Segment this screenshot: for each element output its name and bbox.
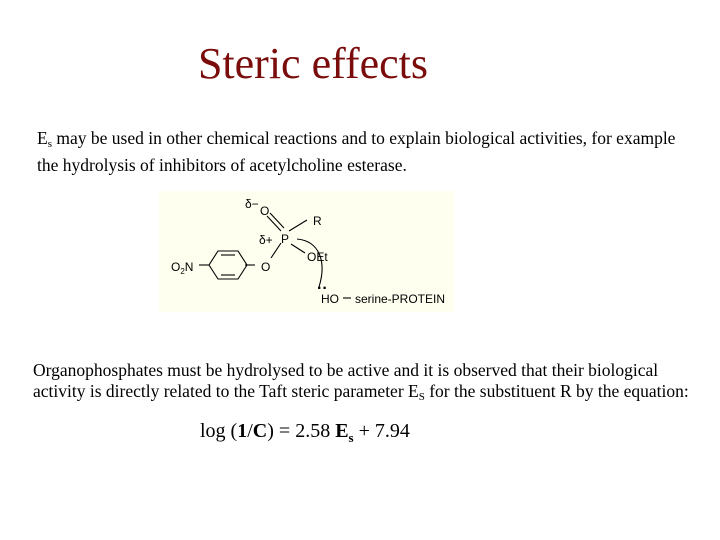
r-substituent-label: R [313, 214, 322, 228]
oxygen-bottom-label: O [261, 260, 271, 274]
phosphorus-label: P [281, 232, 290, 246]
o2n-label [171, 260, 193, 276]
para2-text-after: for the substituent R by the equation: [424, 381, 689, 401]
intro-text: may be used in other chemical reactions and to explain biological activities, for example the hydrolysis of inhibitors of acetylcholine esterase. [37, 128, 676, 175]
serine-protein-label: serine-PROTEIN [355, 292, 446, 306]
o2n-o: O [171, 260, 181, 274]
taft-equation [200, 420, 410, 446]
para2-text-before: Organophosphates must be hydrolysed to be active and it is observed that their biological activity is directly related to the Taft steric parameter E [33, 360, 659, 401]
es-symbol: E [37, 128, 48, 148]
organophosphate-paragraph [33, 360, 713, 408]
eq-rest: + 7.94 [353, 420, 410, 442]
oxygen-top-label: O [260, 204, 270, 218]
delta-plus-label: δ+ [259, 233, 273, 247]
o2n-subscript: 2 [180, 267, 185, 276]
eq-coef: 2.58 [295, 420, 336, 442]
es-subscript-2: S [418, 391, 425, 403]
es-subscript: s [47, 138, 52, 150]
lone-pair-dots: ·· [317, 280, 328, 297]
eq-one: 1 [237, 420, 248, 442]
eq-c: C [252, 420, 268, 442]
ho-label: HO [321, 292, 339, 306]
eq-es-symbol: E [335, 420, 349, 442]
eq-slash: / [247, 420, 253, 442]
intro-paragraph [37, 128, 697, 176]
slide-title: Steric effects [197, 39, 429, 88]
organophosphate-structure-figure [159, 191, 454, 312]
o2n-n: N [184, 260, 194, 274]
eq-es [335, 420, 354, 445]
eq-es-subscript: s [348, 430, 354, 445]
eq-close: ) = [267, 420, 296, 442]
eq-log: log ( [200, 420, 238, 442]
bonds [199, 213, 351, 298]
delta-minus-label: δ− [245, 197, 259, 211]
oet-label: OEt [307, 250, 328, 264]
